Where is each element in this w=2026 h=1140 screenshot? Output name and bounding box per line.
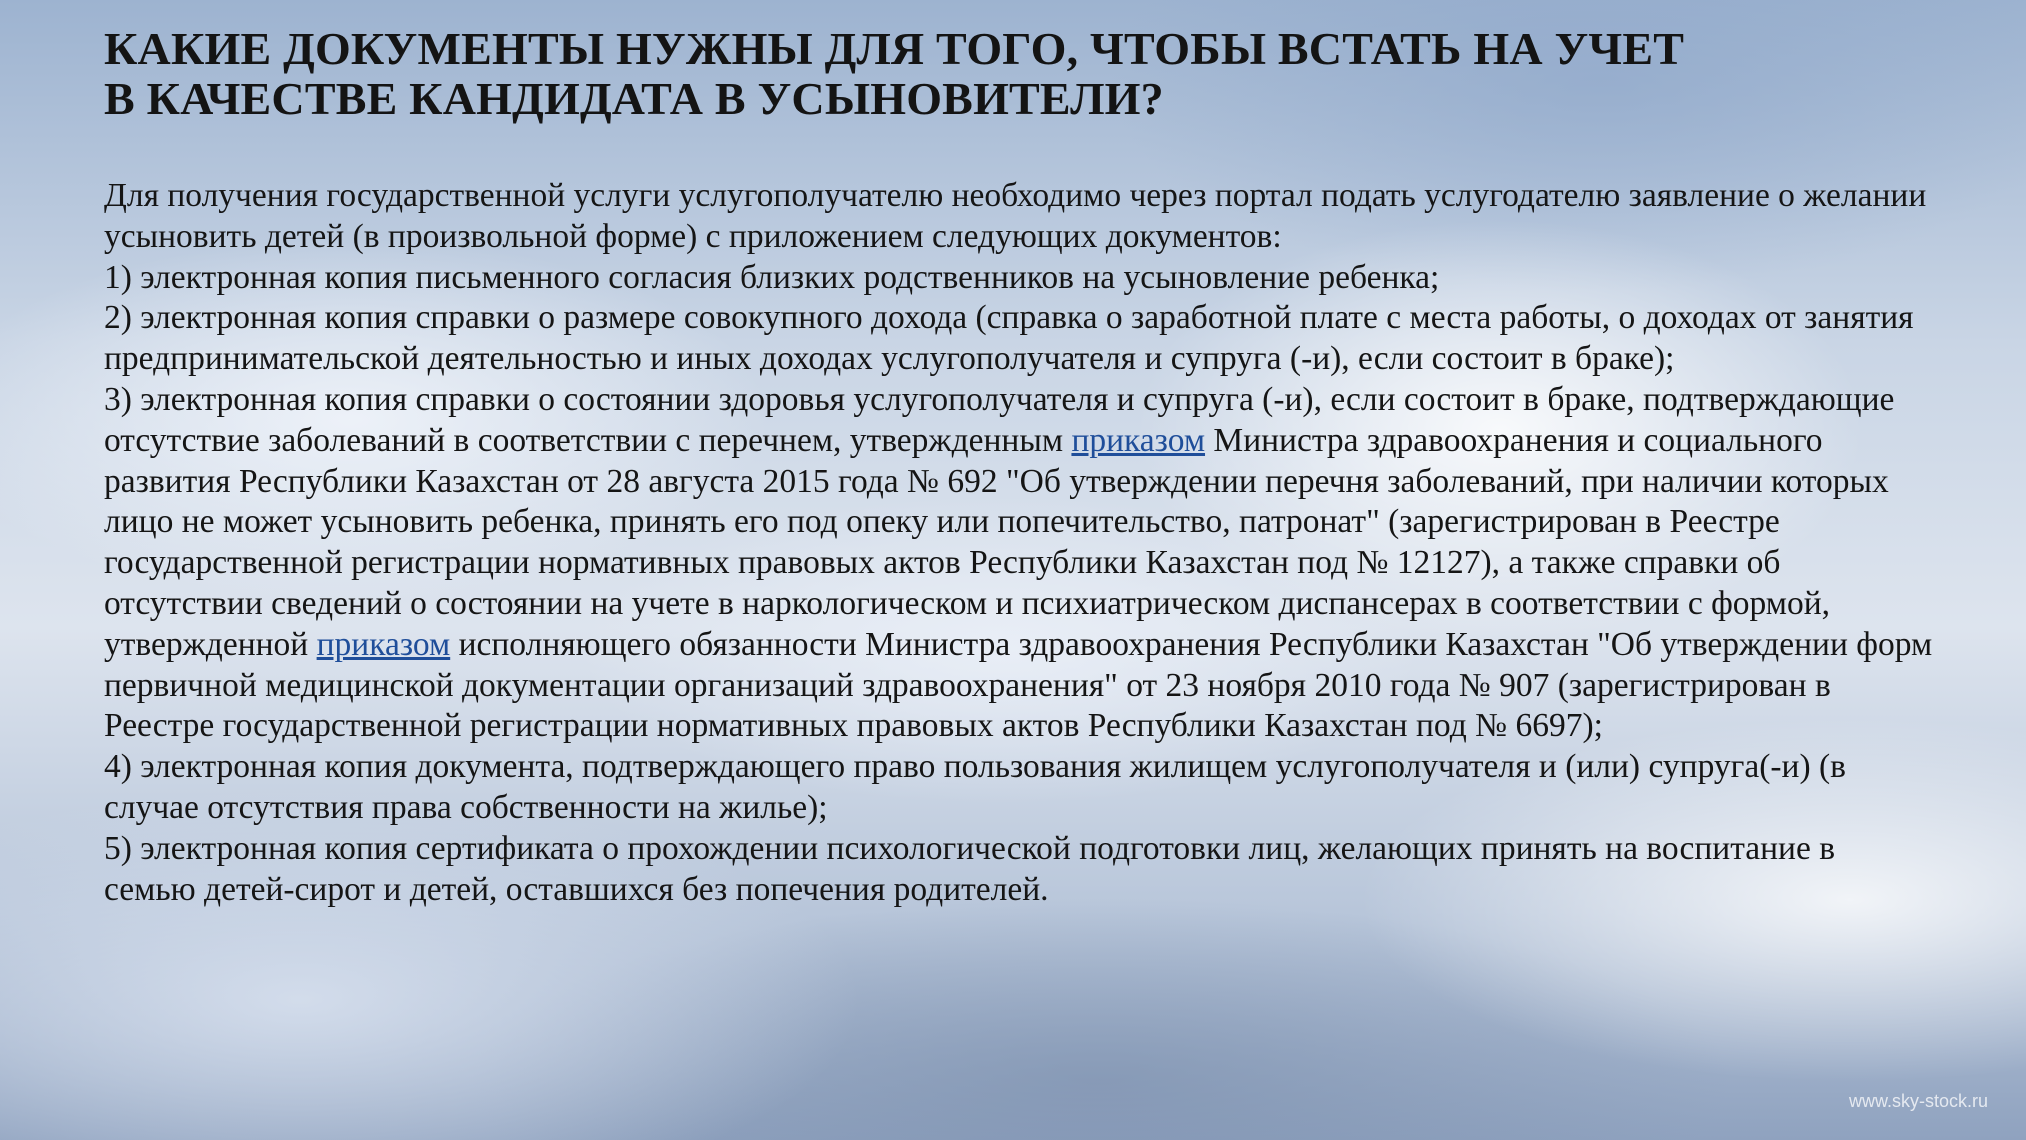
document-item-1: 1) электронная копия письменного согласия близких родственников на усыновление ребенка; [104,258,1440,296]
document-item-4: 4) электронная копия документа, подтверждающего право пользования жилищем услугополучателя и (или) супруга(-и) (в случае отсутствия права собственности на жилье); [104,748,1846,826]
document-item-3-continued [104,625,1934,747]
document-item-5: 5) электронная копия сертификата о прохождении психологической подготовки лиц, желающих принять на воспитание в семью детей-сирот и детей, оставшихся без попечения родителей. [104,829,1836,908]
document-item-3-text-d: исполняющего обязанности Министра здравоохранения Республики Казахстан "Об утверждении форм первичной медицинской документации организаций здравоохранения" от 23 ноября 2010 года № 907 (зарегистрирован в Реестре государственной регистрации нормативных правовых актов Республики Казахстан под № 6697); [104,625,1933,745]
document-item-3-text-c: утвержденной [104,625,317,663]
document-item-3-text-a: 3) электронная копия справки о состоянии здоровья услугополучателя и супруга (-и), если состоит в браке, подтверждающие отсутствие заболеваний в соответствии с перечнем, утвержденным [104,380,1895,459]
slide-title-line-2: В КАЧЕСТВЕ КАНДИДАТА В УСЫНОВИТЕЛИ? [104,73,1164,124]
slide-title-line-1: КАКИЕ ДОКУМЕНТЫ НУЖНЫ ДЛЯ ТОГО, ЧТОБЫ ВСТАТЬ НА УЧЕТ [104,23,1685,74]
intro-paragraph: Для получения государственной услуги услугополучателю необходимо через портал подать услугодателю заявление о желании усыновить детей (в произвольной форме) с приложением следующих документов: [104,177,1927,255]
watermark: www.sky-stock.ru [1848,1091,1988,1111]
slide-body [104,176,1934,910]
document-item-2: 2) электронная копия справки о размере совокупного дохода (справка о заработной плате с места работы, о доходах от занятия предпринимательской деятельностью и иных доходах услугополучателя и супруга (-и), если состоит в браке); [104,299,1914,378]
order-link-1[interactable]: приказом [1071,421,1206,459]
order-link-2[interactable]: приказом [316,625,451,663]
slide-title [104,24,1904,124]
document-item-3 [104,380,1934,625]
document-item-3-text-b: Министра здравоохранения и социального развития Республики Казахстан от 28 августа 2015 года № 692 "Об утверждении перечня заболеваний, при наличии которых лицо не может усыновить ребенка, принять его под опеку или попечительство, патронат" (зарегистрирован в Реестре государственной регистрации нормативных правовых актов Республики Казахстан под № 12127), а также справки об отсутствии сведений о состоянии на учете в наркологическом и психиатрическом диспансерах в соответствии с формой, [104,421,1889,622]
